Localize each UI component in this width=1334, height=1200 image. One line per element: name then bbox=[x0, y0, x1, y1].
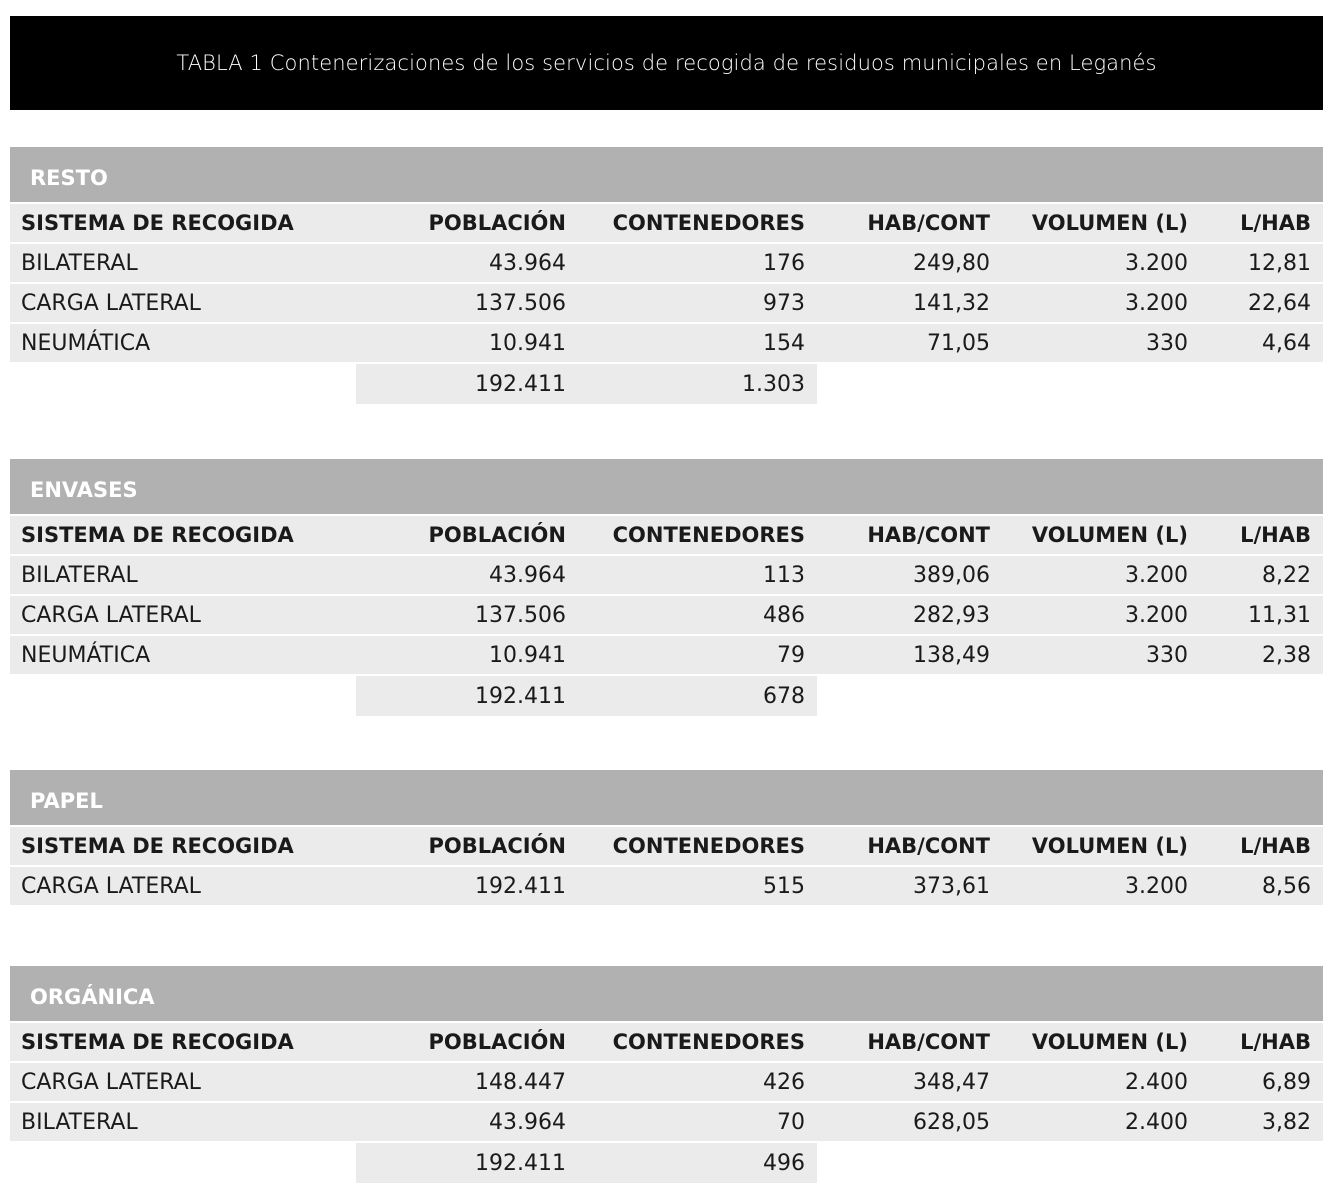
column-header: HAB/CONT bbox=[867, 1030, 990, 1054]
table-cell: BILATERAL bbox=[21, 1109, 138, 1135]
total-contenedores: 678 bbox=[763, 683, 805, 709]
column-header: CONTENEDORES bbox=[612, 523, 805, 547]
total-row bbox=[10, 676, 1323, 716]
total-box bbox=[356, 1143, 817, 1183]
total-contenedores: 1.303 bbox=[742, 371, 805, 397]
column-header-row bbox=[10, 516, 1323, 554]
table-cell: 6,89 bbox=[1262, 1069, 1311, 1095]
table-cell: 3.200 bbox=[1125, 873, 1188, 899]
column-header: VOLUMEN (L) bbox=[1031, 211, 1188, 235]
column-header: HAB/CONT bbox=[867, 523, 990, 547]
table-cell: BILATERAL bbox=[21, 562, 138, 588]
section-title: ORGÁNICA bbox=[30, 985, 155, 1009]
total-poblacion: 192.411 bbox=[475, 371, 566, 397]
table-cell: 148.447 bbox=[475, 1069, 566, 1095]
column-header: L/HAB bbox=[1240, 523, 1311, 547]
table-cell: 486 bbox=[763, 602, 805, 628]
table-cell: 43.964 bbox=[489, 562, 566, 588]
table-cell: 2,38 bbox=[1262, 642, 1311, 668]
section-header bbox=[10, 770, 1323, 825]
table-cell: 628,05 bbox=[913, 1109, 990, 1135]
table-cell: 70 bbox=[777, 1109, 805, 1135]
table-cell: 192.411 bbox=[475, 873, 566, 899]
section-papel bbox=[10, 770, 1323, 905]
table-cell: 176 bbox=[763, 250, 805, 276]
total-row bbox=[10, 1143, 1323, 1183]
table-cell: CARGA LATERAL bbox=[21, 602, 201, 628]
column-header: VOLUMEN (L) bbox=[1031, 834, 1188, 858]
total-poblacion: 192.411 bbox=[475, 1150, 566, 1176]
column-header: POBLACIÓN bbox=[428, 834, 566, 858]
table-cell: CARGA LATERAL bbox=[21, 873, 201, 899]
table-title-bar bbox=[10, 16, 1323, 110]
table-cell: 973 bbox=[763, 290, 805, 316]
table-cell: 4,64 bbox=[1262, 330, 1311, 356]
total-contenedores: 496 bbox=[763, 1150, 805, 1176]
column-header: CONTENEDORES bbox=[612, 1030, 805, 1054]
table-cell: 330 bbox=[1146, 330, 1188, 356]
column-header: SISTEMA DE RECOGIDA bbox=[21, 211, 294, 235]
section-envases bbox=[10, 459, 1323, 716]
table-row bbox=[10, 596, 1323, 634]
total-box bbox=[356, 364, 817, 404]
column-header: HAB/CONT bbox=[867, 834, 990, 858]
table-cell: 137.506 bbox=[475, 290, 566, 316]
column-header: POBLACIÓN bbox=[428, 1030, 566, 1054]
table-cell: 43.964 bbox=[489, 1109, 566, 1135]
table-cell: 11,31 bbox=[1248, 602, 1311, 628]
table-cell: 330 bbox=[1146, 642, 1188, 668]
section-title: RESTO bbox=[30, 166, 108, 190]
table-cell: 71,05 bbox=[927, 330, 990, 356]
table-cell: 138,49 bbox=[913, 642, 990, 668]
column-header: L/HAB bbox=[1240, 1030, 1311, 1054]
table-cell: 154 bbox=[763, 330, 805, 356]
column-header: HAB/CONT bbox=[867, 211, 990, 235]
table-row bbox=[10, 1063, 1323, 1101]
table-cell: 3.200 bbox=[1125, 562, 1188, 588]
total-box bbox=[356, 676, 817, 716]
section-title: ENVASES bbox=[30, 478, 138, 502]
column-header: CONTENEDORES bbox=[612, 211, 805, 235]
section-title: PAPEL bbox=[30, 789, 103, 813]
column-header: CONTENEDORES bbox=[612, 834, 805, 858]
table-row bbox=[10, 867, 1323, 905]
table-cell: 3,82 bbox=[1262, 1109, 1311, 1135]
table-row bbox=[10, 556, 1323, 594]
column-header-row bbox=[10, 204, 1323, 242]
section-resto bbox=[10, 147, 1323, 404]
table-row bbox=[10, 636, 1323, 674]
table-cell: 22,64 bbox=[1248, 290, 1311, 316]
column-header-row bbox=[10, 1023, 1323, 1061]
table-cell: NEUMÁTICA bbox=[21, 642, 151, 668]
table-row bbox=[10, 1103, 1323, 1141]
table-cell: 3.200 bbox=[1125, 290, 1188, 316]
table-cell: CARGA LATERAL bbox=[21, 1069, 201, 1095]
column-header-row bbox=[10, 827, 1323, 865]
column-header: SISTEMA DE RECOGIDA bbox=[21, 1030, 294, 1054]
table-cell: 10.941 bbox=[489, 642, 566, 668]
section-header bbox=[10, 147, 1323, 202]
column-header: POBLACIÓN bbox=[428, 211, 566, 235]
table-cell: 2.400 bbox=[1125, 1109, 1188, 1135]
column-header: SISTEMA DE RECOGIDA bbox=[21, 523, 294, 547]
table-cell: 426 bbox=[763, 1069, 805, 1095]
table-cell: 79 bbox=[777, 642, 805, 668]
table-cell: 10.941 bbox=[489, 330, 566, 356]
section-header bbox=[10, 966, 1323, 1021]
table-cell: CARGA LATERAL bbox=[21, 290, 201, 316]
table-cell: 43.964 bbox=[489, 250, 566, 276]
table-cell: BILATERAL bbox=[21, 250, 138, 276]
table-cell: NEUMÁTICA bbox=[21, 330, 151, 356]
column-header: VOLUMEN (L) bbox=[1031, 1030, 1188, 1054]
table-row bbox=[10, 284, 1323, 322]
table-cell: 113 bbox=[763, 562, 805, 588]
column-header: L/HAB bbox=[1240, 211, 1311, 235]
column-header: SISTEMA DE RECOGIDA bbox=[21, 834, 294, 858]
table-cell: 8,22 bbox=[1262, 562, 1311, 588]
section-organica bbox=[10, 966, 1323, 1183]
column-header: L/HAB bbox=[1240, 834, 1311, 858]
column-header: VOLUMEN (L) bbox=[1031, 523, 1188, 547]
table-row bbox=[10, 324, 1323, 362]
table-cell: 12,81 bbox=[1248, 250, 1311, 276]
table-cell: 137.506 bbox=[475, 602, 566, 628]
table-cell: 348,47 bbox=[913, 1069, 990, 1095]
column-header: POBLACIÓN bbox=[428, 523, 566, 547]
table-cell: 389,06 bbox=[913, 562, 990, 588]
table-cell: 373,61 bbox=[913, 873, 990, 899]
table-cell: 282,93 bbox=[913, 602, 990, 628]
total-poblacion: 192.411 bbox=[475, 683, 566, 709]
table-cell: 3.200 bbox=[1125, 602, 1188, 628]
table-cell: 141,32 bbox=[913, 290, 990, 316]
table-title: TABLA 1 Contenerizaciones de los servicios de recogida de residuos municipales en Leganés bbox=[176, 51, 1157, 75]
table-row bbox=[10, 244, 1323, 282]
table-cell: 3.200 bbox=[1125, 250, 1188, 276]
table-cell: 2.400 bbox=[1125, 1069, 1188, 1095]
table-cell: 515 bbox=[763, 873, 805, 899]
table-cell: 249,80 bbox=[913, 250, 990, 276]
section-header bbox=[10, 459, 1323, 514]
total-row bbox=[10, 364, 1323, 404]
table-cell: 8,56 bbox=[1262, 873, 1311, 899]
